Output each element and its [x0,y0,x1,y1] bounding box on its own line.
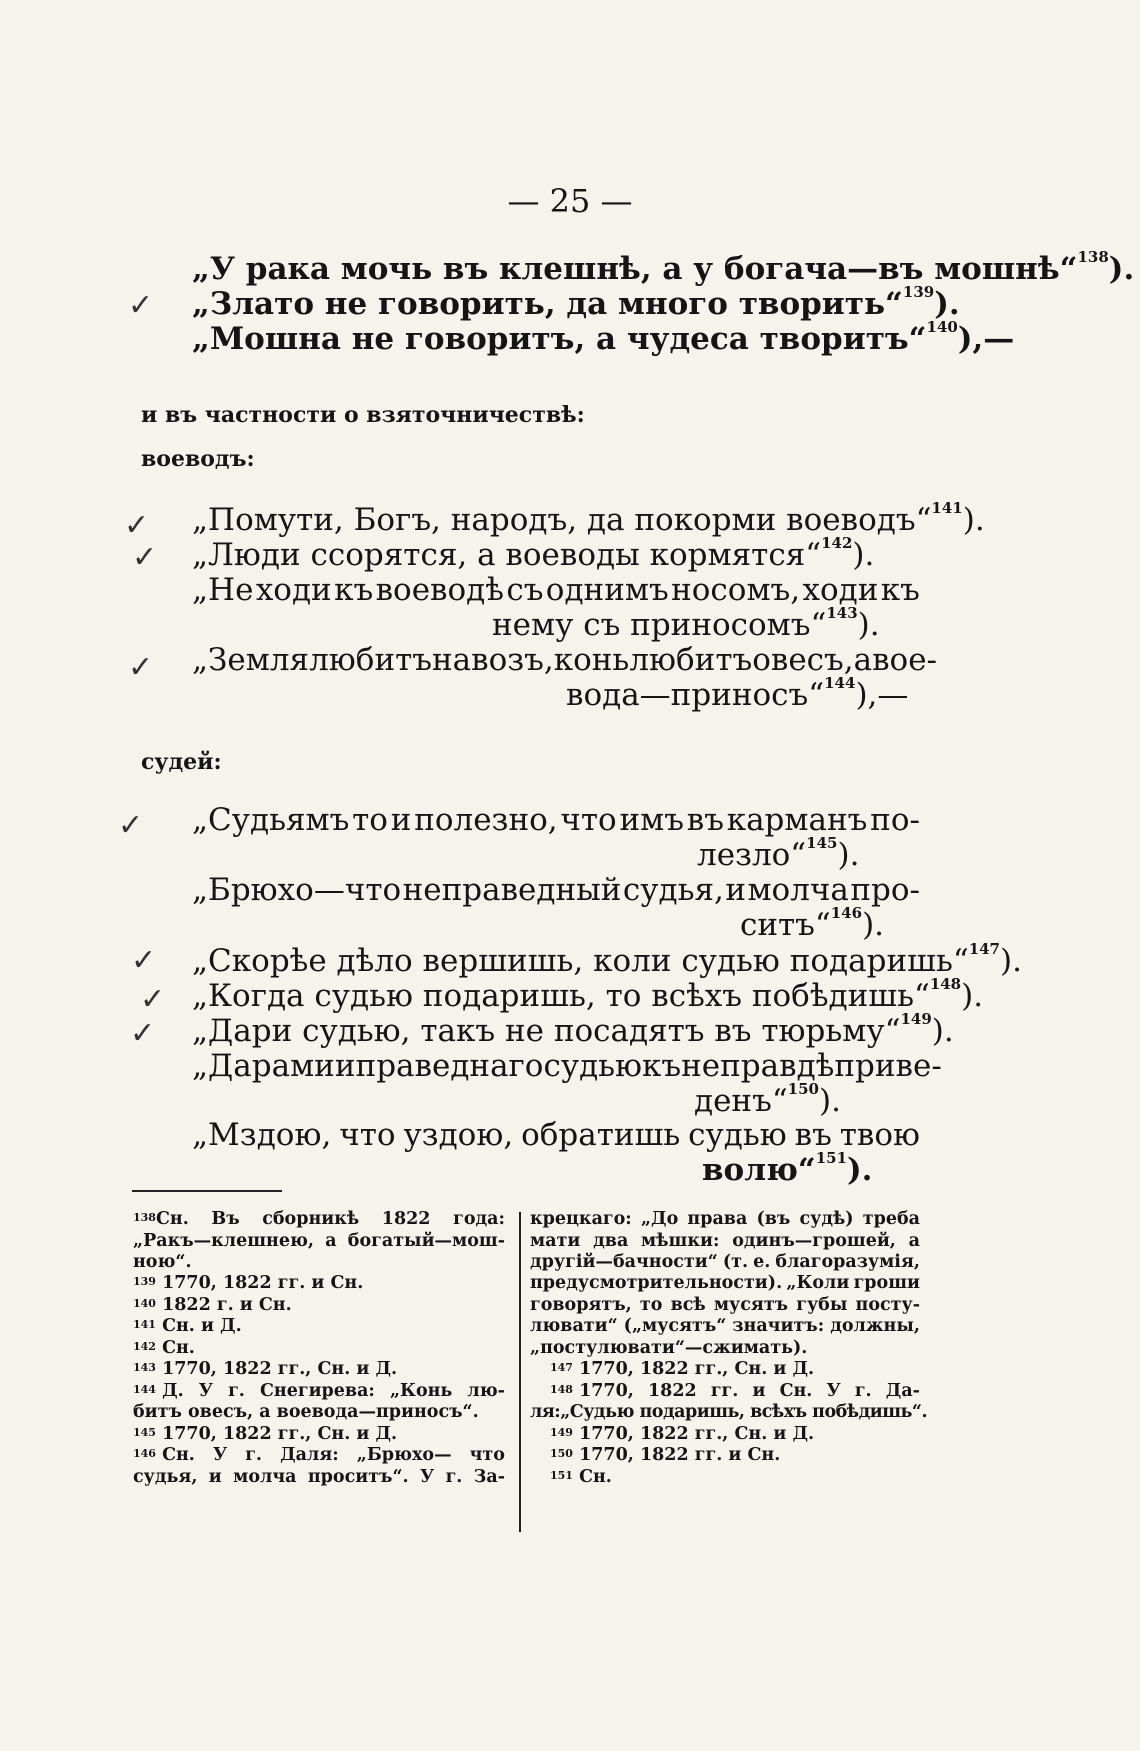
ref-138: 138 [1077,248,1109,266]
ref-147: 147 [968,940,1000,958]
footnote-line: „постулювати“—сжимать). [530,1338,808,1358]
footnote-141: $^{141}$ Сн. и Д. [133,1316,242,1336]
verse-148: „Когда судью подаришь, то всѣхъ побѣдишь“$^{148}$). [192,975,984,1014]
footnote-146: $^{146}$ Сн. У г. Даля: „Брюхо— что [133,1445,505,1465]
heading-voevody: воеводъ: [141,446,255,472]
check-mark-icon: ✓ [118,808,144,843]
footnote-140: $^{140}$ 1822 г. и Сн. [133,1295,292,1315]
check-mark-icon: ✓ [131,943,157,978]
ref-139: 139 [902,283,935,301]
footnote-line: судья, и молча проситъ“. У г. За- [133,1467,505,1487]
verse-147: „Скорѣе дѣло вершишь, коли судью подаришь“$^{147}$). [192,940,1022,979]
verse-144-line2: вода—приносъ“$^{144}$),— [566,674,909,713]
check-mark-icon: ✓ [140,982,166,1017]
footnote-151: $^{151}$ Сн. [550,1467,612,1487]
intro-bribery: и въ частности о взяточничествѣ: [141,402,585,428]
footnote-column-divider [519,1212,521,1532]
footnote-145: $^{145}$ 1770, 1822 гг., Сн. и Д. [133,1424,398,1444]
ref-146: 146 [830,904,863,922]
ref-145: 145 [806,834,838,852]
verse-141: „Помути, Богъ, народъ, да покорми воеводъ“$^{141}$). [192,499,985,538]
verse-151-line2: волю“$^{151}$). [702,1149,873,1188]
verse-146-line1: „Брюхо—что неправедный судья, и молча про- [192,872,920,908]
footnote-line: мати два мѣшки: одинъ—грошей, а [530,1231,920,1251]
check-mark-icon: ✓ [124,508,150,543]
verse-146-line2: ситъ“$^{146}$). [740,904,885,943]
footnote-line: „Ракъ—клешнею, а богатый—мош- [133,1231,505,1251]
footnote-148: $^{148}$ 1770, 1822 гг. и Сн. У г. Да- [550,1381,920,1401]
footnote-139: $^{139}$ 1770, 1822 гг. и Сн. [133,1273,364,1293]
verse-139: „Злато не говорить, да много творить“$^{139}$). [192,283,960,322]
ref-150: 150 [787,1080,819,1098]
page-number: — 25 — [507,182,633,220]
footnote-144: $^{144}$ Д. У г. Снегирева: „Конь лю- [133,1381,505,1401]
heading-judges: судей: [141,749,222,775]
footnote-138: $^{138}$Сн. Въ сборникѣ 1822 года: [133,1209,505,1229]
ref-148: 148 [929,975,962,993]
footnote-line: говорятъ, то всѣ мусятъ губы посту- [530,1295,920,1315]
footnote-separator [132,1190,282,1192]
footnote-line: лювати“ („мусятъ“ значитъ: должны, [530,1316,920,1336]
verse-140: „Мошна не говоритъ, а чудеса творитъ“$^{140}$),— [192,318,1015,357]
footnote-line: предусмотрительности). „Коли гроши [530,1273,920,1293]
verse-145-line2: лезло“$^{145}$). [697,834,860,873]
footnote-149: $^{149}$ 1770, 1822 гг., Сн. и Д. [550,1424,815,1444]
check-mark-icon: ✓ [128,650,154,685]
ref-151: 151 [815,1149,848,1167]
footnote-line: другій—бачности“ (т. е. благоразумія, [530,1252,920,1272]
verse-145-line1: „Судьямъ то и полезно, что имъ въ карманъ по- [192,802,920,838]
ref-142: 142 [821,534,853,552]
footnote-line: ною“. [133,1252,192,1272]
footnote-142: $^{142}$ Сн. [133,1338,195,1358]
verse-143-line2: нему съ приносомъ“$^{143}$). [492,604,880,643]
verse-150-line1: „Дарами и праведнаго судью къ неправдѣ приве- [192,1048,942,1084]
verse-143-line1: „Не ходи къ воеводѣ съ однимъ носомъ, ходи къ [192,572,920,608]
verse-150-line2: денъ“$^{150}$). [694,1080,841,1119]
check-mark-icon: ✓ [132,540,158,575]
footnote-line: ля:„Судью подаришь, всѣхъ побѣдишь“. [530,1402,928,1422]
footnote-143: $^{143}$ 1770, 1822 гг., Сн. и Д. [133,1359,398,1379]
verse-138: „У рака мочь въ клешнѣ, а у богача—въ мошнѣ“$^{138}$). [192,248,1135,287]
ref-140: 140 [926,318,958,336]
ref-143: 143 [826,604,858,622]
verse-149: „Дари судью, такъ не посадятъ въ тюрьму“$^{149}$). [192,1010,954,1049]
ref-141: 141 [931,499,963,517]
check-mark-icon: ✓ [128,288,154,323]
footnote-line: крецкаго: „До права (въ судѣ) треба [530,1209,920,1229]
footnote-line: битъ овесъ, а воевода—приносъ“. [133,1402,479,1422]
footnote-150: $^{150}$ 1770, 1822 гг. и Сн. [550,1445,781,1465]
verse-142: „Люди ссорятся, а воеводы кормятся“$^{142}$). [192,534,875,573]
check-mark-icon: ✓ [130,1016,156,1051]
ref-144: 144 [824,674,856,692]
verse-151-line1: „Мздою, что уздою, обратишь судью въ твою [192,1117,920,1153]
ref-149: 149 [900,1010,932,1028]
verse-144-line1: „Земля любитъ навозъ, конь любитъ овесъ, а вое- [192,642,938,678]
footnote-147: $^{147}$ 1770, 1822 гг., Сн. и Д. [550,1359,815,1379]
